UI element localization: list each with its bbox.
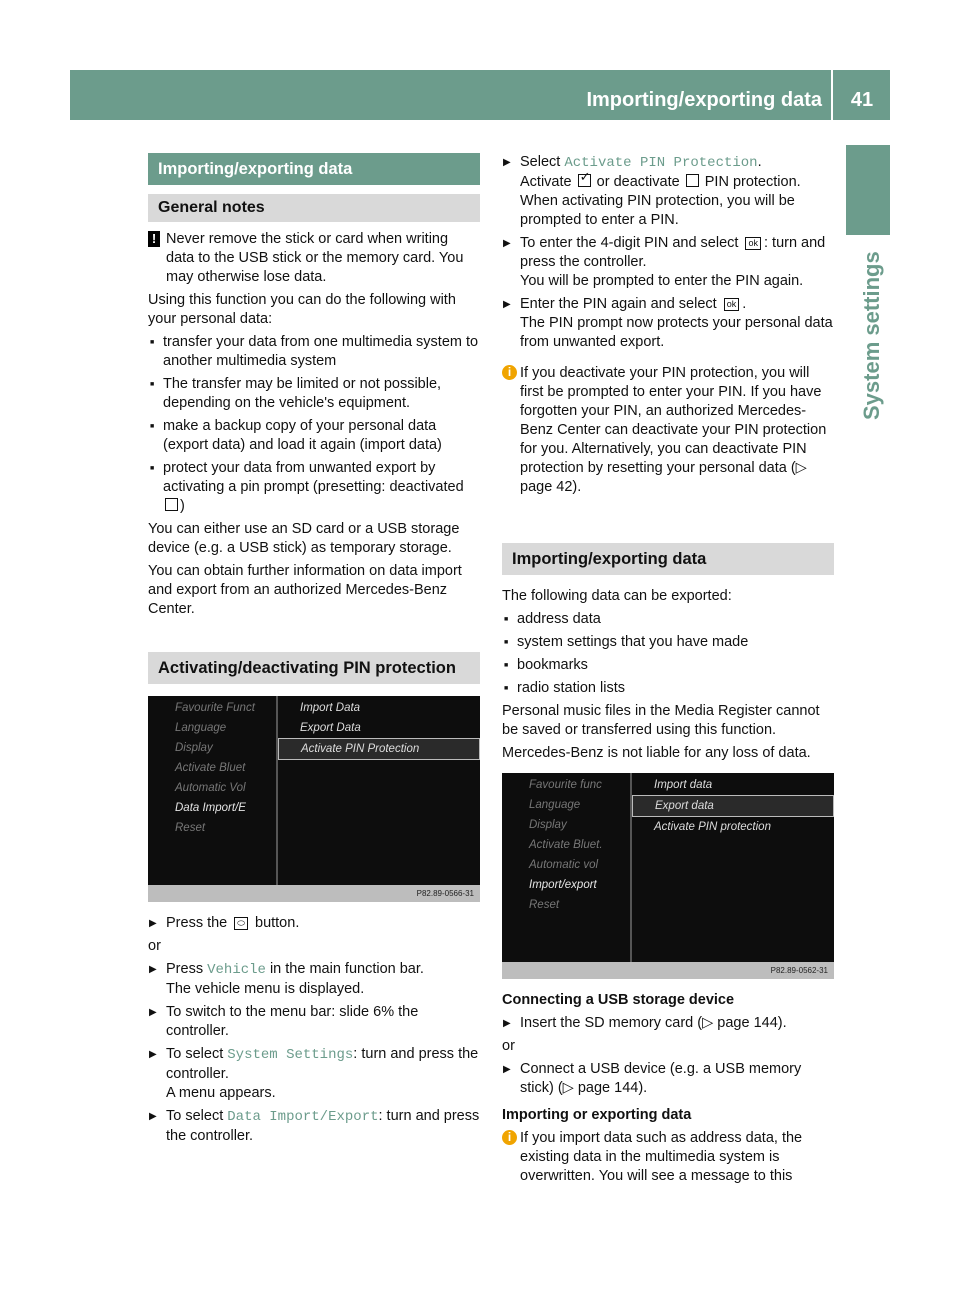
- checkbox-unchecked-icon: [165, 498, 178, 511]
- export-intro: The following data can be exported:: [502, 588, 732, 604]
- menu-item-active: Import/export: [529, 879, 597, 891]
- menu-item: Import Data: [300, 702, 361, 714]
- menu-item: Display: [175, 742, 213, 754]
- list-item: ■ transfer your data from one multimedia system to another multimedia system: [148, 333, 480, 371]
- screenshot-data-import-menu: [148, 696, 480, 902]
- section-title-import-export: Importing/exporting data: [148, 153, 480, 185]
- info-note-pin: i If you deactivate your PIN protection, you will first be prompted to enter your PIN. If you have forgotten your PIN, an authorized Mercedes-Benz Center can deactivate your PIN protection for you. Alternatively, you can deactivate PIN protection by resetting your personal data (▷ page 42).: [502, 364, 834, 497]
- menu-item: Language: [175, 722, 227, 734]
- info-text: You can obtain further information on data import and export from an authorized Mercedes-Benz Center.: [148, 563, 462, 617]
- menu-item: Display: [529, 819, 567, 831]
- bullet-note: ■ The transfer may be limited or not possible, depending on the vehicle's equipment.: [148, 375, 480, 413]
- menu-item: Activate Bluet.: [529, 839, 603, 851]
- menu-item-active: Data Import/E: [175, 802, 246, 814]
- info-note-import: i If you import data such as address data, the existing data in the multimedia system is overwritten. You will see a message to this: [502, 1129, 834, 1186]
- menu-item: Activate Bluet: [175, 762, 246, 774]
- menu-item: Favourite func: [529, 779, 602, 791]
- screenshot-right-menu: [632, 773, 834, 962]
- menu-item: Reset: [175, 822, 206, 834]
- intro-text: Using this function you can do the following with your personal data:: [148, 292, 456, 327]
- storage-text: You can either use an SD card or a USB storage device (e.g. a USB stick) as temporary storage.: [148, 521, 460, 556]
- menu-item: Favourite Funct: [175, 702, 255, 714]
- import-heading: Importing or exporting data: [502, 1107, 692, 1123]
- or-text: or: [148, 938, 161, 954]
- step-press-vehicle: ▶ Press Vehicle in the main function bar. The vehicle menu is displayed.: [148, 960, 480, 999]
- step-enter-pin-again: ▶ Enter the PIN again and select ok . The PIN prompt now protects your personal data from unwanted export.: [502, 295, 834, 352]
- side-tab-block: [846, 145, 890, 235]
- or-text: or: [502, 1038, 515, 1054]
- step-connect-usb: ▶ Connect a USB device (e.g. a USB memory stick) (▷ page 144).: [502, 1060, 834, 1098]
- screenshot-left-menu: [502, 773, 632, 962]
- general-notes-heading: General notes: [148, 194, 480, 222]
- list-item: ■ protect your data from unwanted export by activating a pin prompt (presetting: deactivated): [148, 459, 480, 516]
- step-press-button: ▶ Press the ⬭ button.: [148, 914, 480, 933]
- info-icon: i: [502, 1130, 517, 1145]
- step-enter-pin: ▶ To enter the 4-digit PIN and select ok : turn and press the controller. You will be prompted to enter the PIN again.: [502, 234, 834, 291]
- checkbox-unchecked-icon: [686, 174, 699, 187]
- menu-item: Export Data: [300, 722, 361, 734]
- ok-icon: ok: [724, 298, 740, 311]
- page-header-title: Importing/exporting data: [586, 89, 822, 111]
- section-title-pin-protection: Activating/deactivating PIN protection: [148, 652, 480, 684]
- side-tab-label: System settings: [859, 251, 884, 420]
- section-title-import-export-2: Importing/exporting data: [502, 543, 834, 575]
- menu-item: Automatic vol: [529, 859, 599, 871]
- screenshot-left-menu: [148, 696, 278, 885]
- list-item: ■ make a backup copy of your personal data (export data) and load it again (import data): [148, 417, 480, 455]
- step-select-system-settings: ▶ To select System Settings: turn and press the controller. A menu appears.: [148, 1045, 480, 1103]
- warning-note: ! Never remove the stick or card when writing data to the USB stick or the memory card. You may otherwise lose data.: [148, 230, 480, 287]
- ok-icon: ok: [745, 237, 761, 250]
- checkbox-checked-icon: ✓: [578, 174, 591, 187]
- menu-item: Activate PIN protection: [654, 821, 771, 833]
- menu-item-selected: Activate PIN Protection: [278, 738, 480, 760]
- header-separator: [831, 70, 833, 120]
- screenshot-caption: P82.89-0566-31: [148, 885, 480, 902]
- step-select-data-import: ▶ To select Data Import/Export: turn and press the controller.: [148, 1107, 480, 1146]
- list-item: ■ address data: [502, 610, 834, 629]
- step-switch-menu: ▶ To switch to the menu bar: slide 6% the controller.: [148, 1003, 480, 1041]
- step-select-pin: ▶ Select Activate PIN Protection. Activate ✓ or deactivate PIN protection. When activating PIN protection, you will be prompted to enter a PIN.: [502, 153, 834, 230]
- page-number: 41: [850, 89, 874, 111]
- list-item: ■ bookmarks: [502, 656, 834, 675]
- list-item: ■ system settings that you have made: [502, 633, 834, 652]
- menu-item: Import data: [654, 779, 713, 791]
- liability-note: Mercedes-Benz is not liable for any loss of data.: [502, 745, 811, 761]
- left-column: [148, 153, 480, 1146]
- screenshot-right-menu: [278, 696, 480, 885]
- list-item: ■ radio station lists: [502, 679, 834, 698]
- menu-item: Language: [529, 799, 581, 811]
- music-note: Personal music files in the Media Register cannot be saved or transferred using this function.: [502, 703, 820, 738]
- usb-heading: Connecting a USB storage device: [502, 992, 735, 1008]
- menu-item: Automatic Vol: [175, 782, 246, 794]
- info-icon: i: [502, 365, 517, 380]
- screenshot-import-export-menu: [502, 773, 834, 979]
- menu-item: Reset: [529, 899, 560, 911]
- vehicle-icon: ⬭: [234, 917, 248, 930]
- menu-item-selected: Export data: [632, 795, 834, 817]
- right-column: [502, 153, 834, 1186]
- step-insert-sd: ▶ Insert the SD memory card (▷ page 144).: [502, 1014, 834, 1033]
- screenshot-caption: P82.89-0562-31: [502, 962, 834, 979]
